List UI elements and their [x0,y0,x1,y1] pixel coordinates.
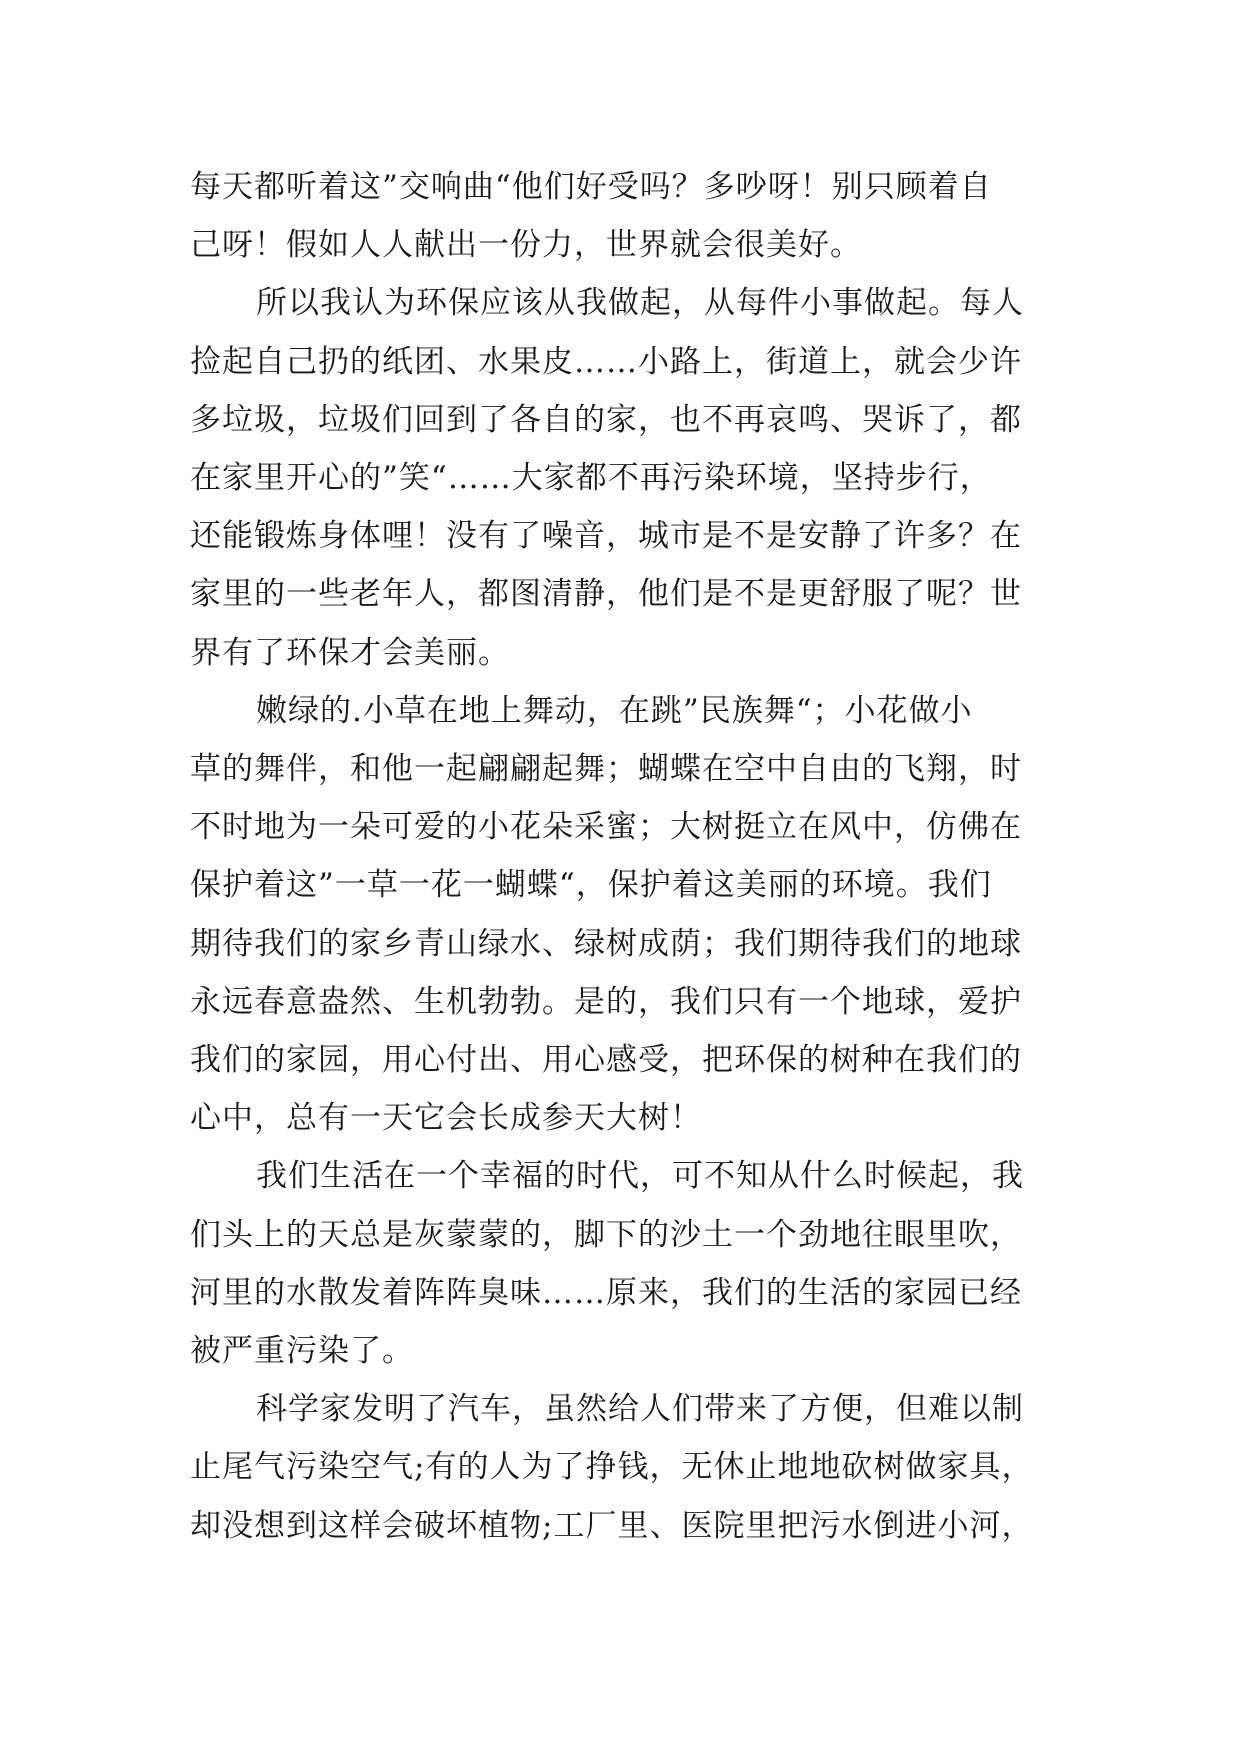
document-body [190,158,1070,1555]
text-line: 止尾气污染空气;有的人为了挣钱，无休止地地砍树做家具， [190,1449,1034,1486]
text-line: 河里的水散发着阵阵臭味……原来，我们的生活的家园已经 [190,1274,1022,1311]
text-line: 每天都听着这”交响曲“他们好受吗？多吵呀！别只顾着自 [190,169,992,205]
text-line: 捡起自己扔的纸团、水果皮……小路上，街道上，就会少许 [190,343,1022,380]
text-line: 还能锻炼身体哩！没有了噪音，城市是不是安静了许多？在 [190,518,1022,555]
text-line: 科学家发明了汽车，虽然给人们带来了方便，但难以制 [256,1391,1024,1428]
paragraph-4 [190,1147,1070,1380]
text-line: 多垃圾，垃圾们回到了各自的家，也不再哀鸣、哭诉了，都 [190,401,1022,438]
text-line: 保护着这”一草一花一蝴蝶“，保护着这美丽的环境。我们 [190,867,992,904]
paragraph-5 [190,1380,1070,1555]
text-line: 却没想到这样会破坏植物;工厂里、医院里把污水倒进小河， [190,1507,1034,1544]
paragraph-1 [190,158,1070,274]
text-line: 被严重污染了。 [190,1333,414,1370]
text-line: 所以我认为环保应该从我做起，从每件小事做起。每人 [256,285,1024,322]
text-line: 我们生活在一个幸福的时代，可不知从什么时候起，我 [256,1158,1024,1195]
text-line: 们头上的天总是灰蒙蒙的，脚下的沙土一个劲地往眼里吹， [190,1216,1022,1253]
text-line: 界有了环保才会美丽。 [190,634,510,671]
text-line: 己呀！假如人人献出一份力，世界就会很美好。 [190,227,862,264]
text-line: 草的舞伴，和他一起翩翩起舞；蝴蝶在空中自由的飞翔，时 [190,751,1022,788]
text-line: 永远春意盎然、生机勃勃。是的，我们只有一个地球，爱护 [190,983,1022,1020]
paragraph-2 [190,274,1070,681]
text-line: 嫩绿的.小草在地上舞动，在跳”民族舞“；小花做小 [256,692,973,729]
text-line: 心中，总有一天它会长成参天大树！ [190,1100,702,1137]
text-line: 在家里开心的”笑“……大家都不再污染环境，坚持步行， [190,460,992,497]
text-line: 我们的家园，用心付出、用心感受，把环保的树种在我们的 [190,1042,1022,1079]
text-line: 不时地为一朵可爱的小花朵采蜜；大树挺立在风中，仿佛在 [190,809,1022,846]
paragraph-3 [190,682,1070,1148]
text-line: 期待我们的家乡青山绿水、绿树成荫；我们期待我们的地球 [190,925,1022,962]
text-line: 家里的一些老年人，都图清静，他们是不是更舒服了呢？世 [190,576,1022,613]
